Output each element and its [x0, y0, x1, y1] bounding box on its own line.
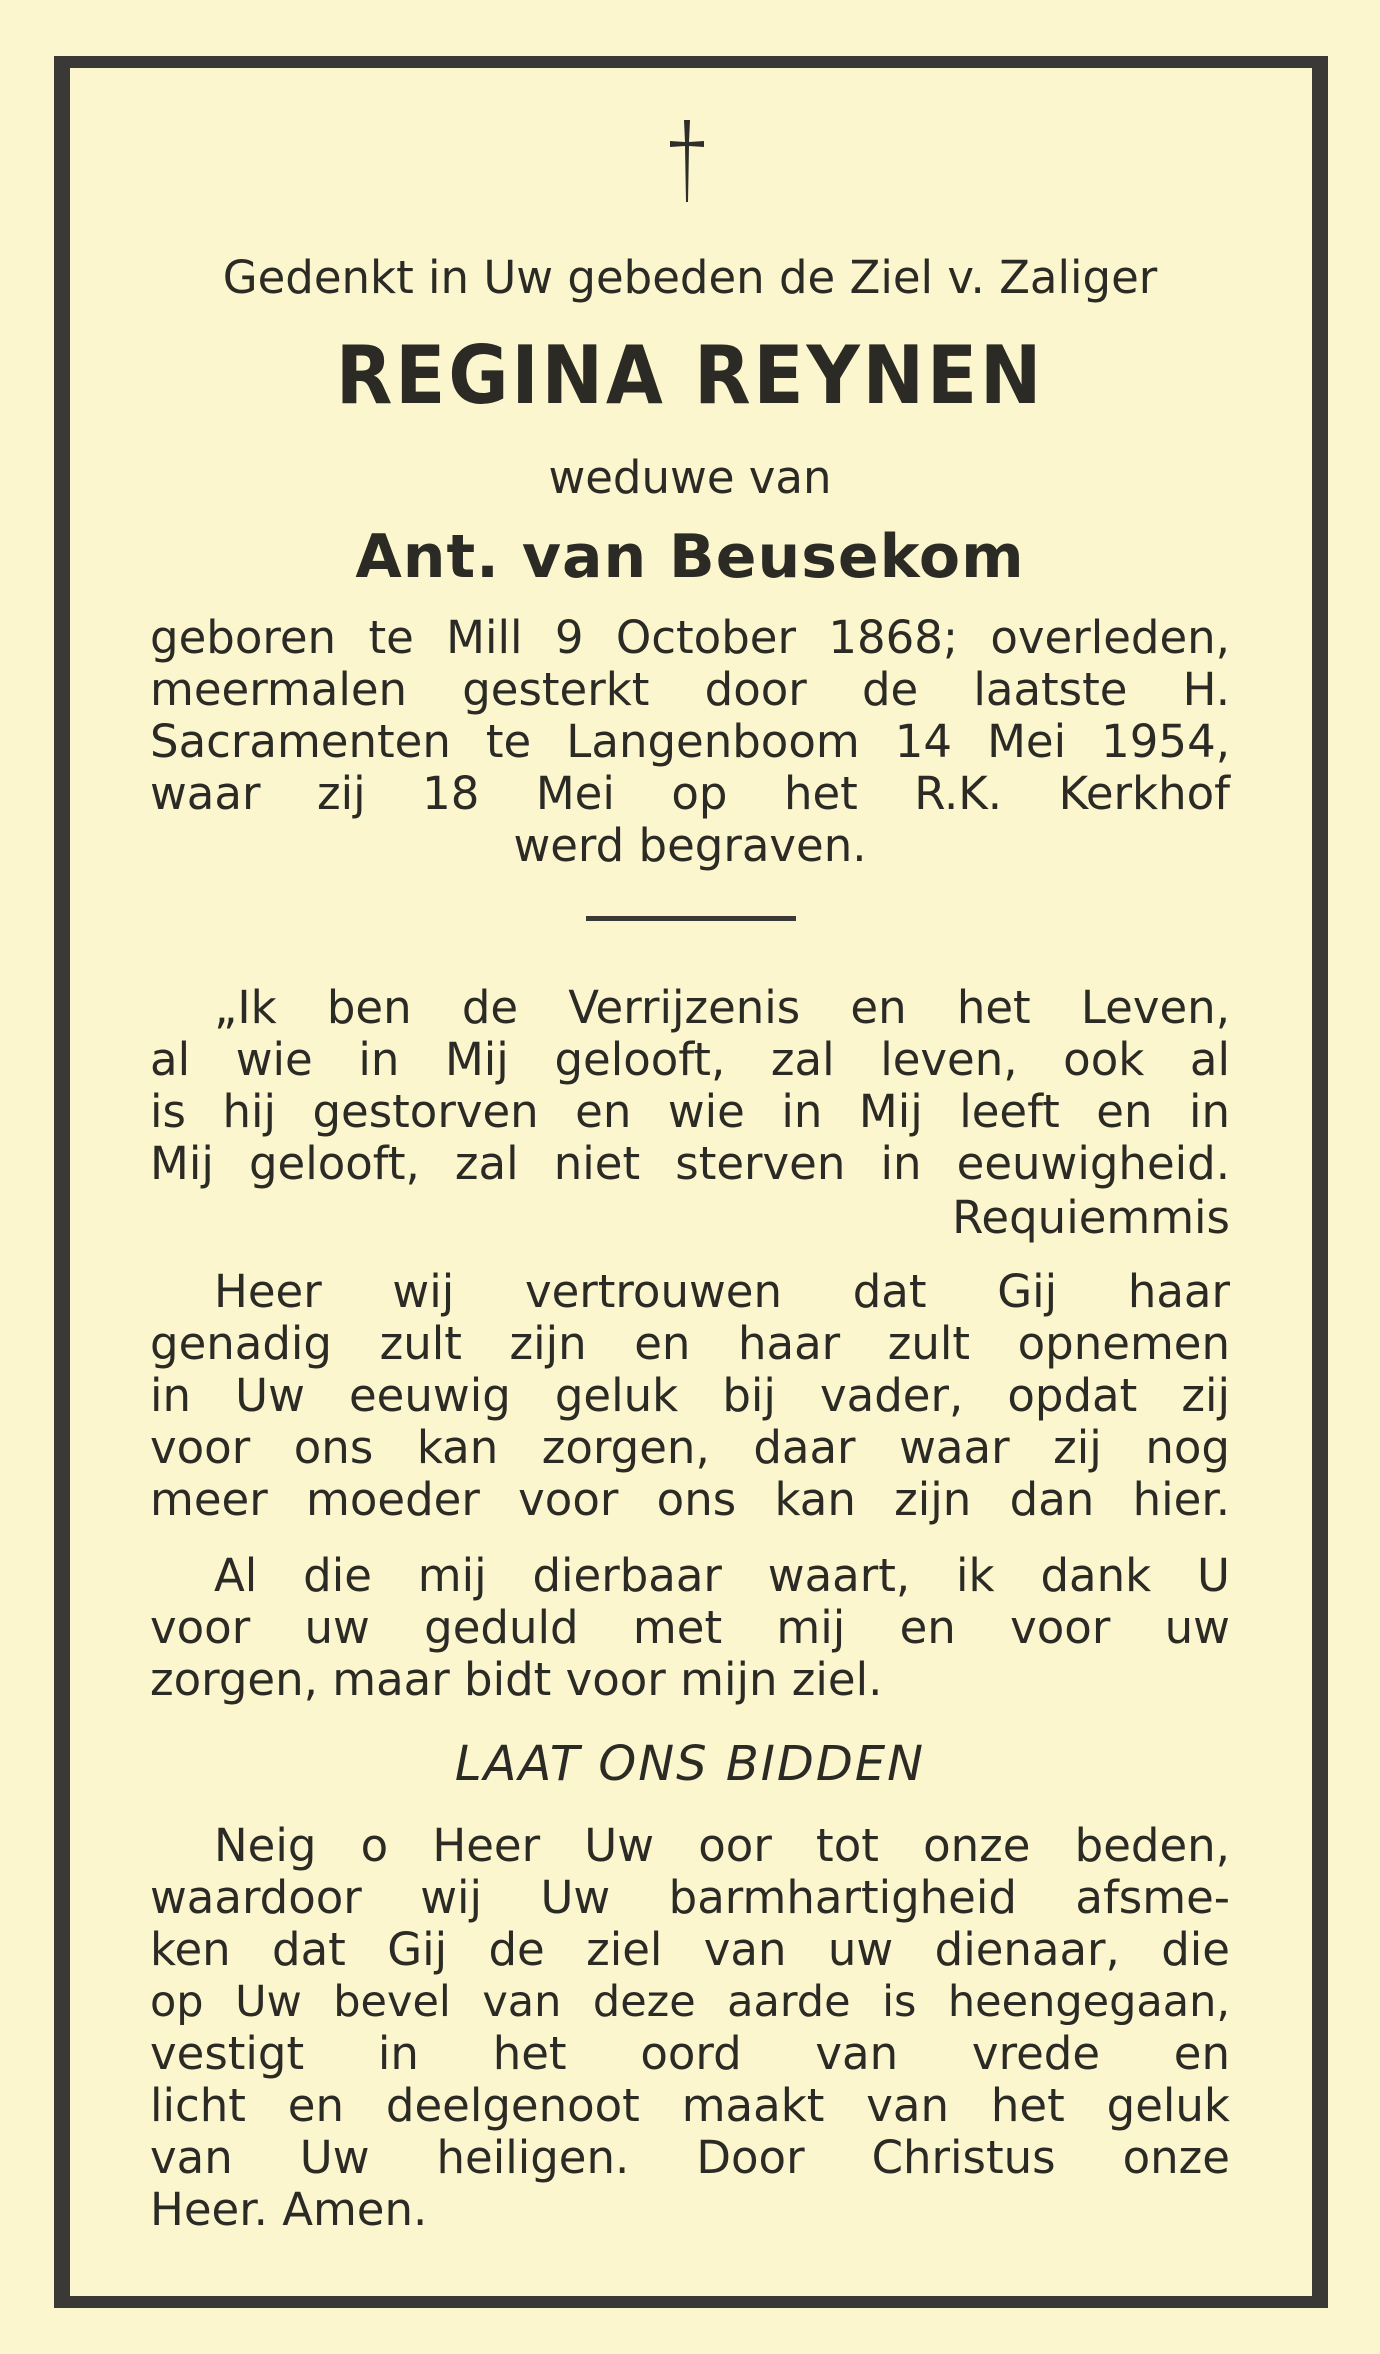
prayer-heading: LAAT ONS BIDDEN [454, 1736, 926, 1792]
bio-line: werd begraven. [513, 819, 867, 872]
paragraph-line: in Uw eeuwig geluk bij vader, opdat zij [150, 1369, 1230, 1422]
paragraph-line: genadig zult zijn en haar zult opnemen [150, 1317, 1230, 1370]
prayer-line: van Uw heiligen. Door Christus onze [150, 2131, 1230, 2184]
bio-line: waar zij 18 Mei op het R.K. Kerkhof [150, 767, 1230, 820]
husband-name: Ant. van Beusekom [355, 522, 1025, 592]
divider [586, 916, 796, 921]
quote-line: „Ik ben de Verrijzenis en het Leven, [214, 981, 1230, 1034]
bio-line: geboren te Mill 9 October 1868; overleden, [150, 611, 1230, 664]
paragraph-line: Al die mij dierbaar waart, ik dank U [214, 1549, 1230, 1602]
relation-line: weduwe van [548, 451, 832, 504]
prayer-line: licht en deelgenoot maakt van het geluk [150, 2079, 1230, 2132]
prayer-line: Heer. Amen. [150, 2183, 428, 2236]
cross-icon [660, 116, 714, 206]
border-bottom [56, 2296, 1328, 2308]
quote-line: Mij gelooft, zal niet sterven in eeuwigheid. [150, 1137, 1230, 1190]
bio-line: Sacramenten te Langenboom 14 Mei 1954, [150, 715, 1230, 768]
paragraph-line: voor ons kan zorgen, daar waar zij nog [150, 1421, 1230, 1474]
paragraph-line: meer moeder voor ons kan zijn dan hier. [150, 1473, 1230, 1526]
prayer-line: Neig o Heer Uw oor tot onze beden, [214, 1819, 1230, 1872]
quote-source: Requiemmis [952, 1191, 1230, 1244]
prayer-line: ken dat Gij de ziel van uw dienaar, die [150, 1923, 1230, 1976]
deceased-name: REGINA REYNEN [335, 329, 1045, 422]
prayer-line: op Uw bevel van deze aarde is heengegaan, [150, 1977, 1230, 2027]
border-top [56, 56, 1328, 68]
prayer-line: vestigt in het oord van vrede en [150, 2027, 1230, 2080]
paragraph-line: Heer wij vertrouwen dat Gij haar [214, 1265, 1230, 1318]
border-right [1312, 56, 1328, 2308]
quote-line: al wie in Mij gelooft, zal leven, ook al [150, 1033, 1230, 1086]
bio-line: meermalen gesterkt door de laatste H. [150, 663, 1230, 716]
intro-line: Gedenkt in Uw gebeden de Ziel v. Zaliger [222, 251, 1158, 304]
paragraph-line: voor uw geduld met mij en voor uw [150, 1601, 1230, 1654]
quote-line: is hij gestorven en wie in Mij leeft en in [150, 1085, 1230, 1138]
prayer-line: waardoor wij Uw barmhartigheid afsme- [150, 1871, 1230, 1924]
border-left [54, 56, 70, 2308]
paragraph-line: zorgen, maar bidt voor mijn ziel. [150, 1653, 883, 1706]
